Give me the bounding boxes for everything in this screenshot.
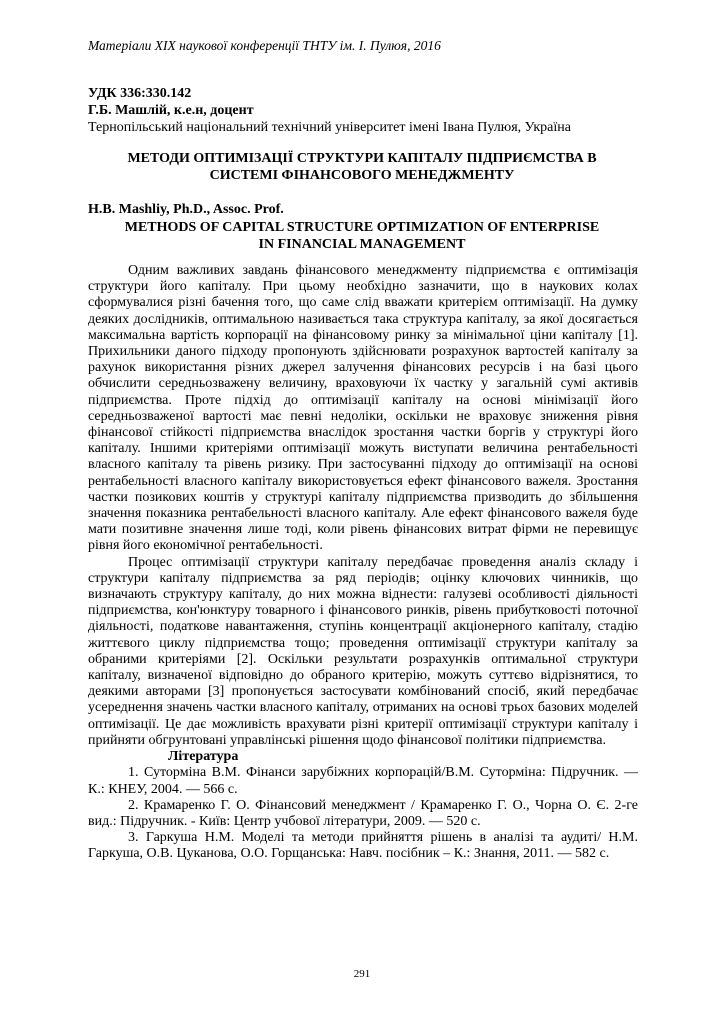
udc-code: УДК 336:330.142: [88, 86, 192, 101]
title-en-line-1: METHODS OF CAPITAL STRUCTURE OPTIMIZATION OF ENTERPRISE: [124, 220, 600, 235]
author-en: H.B. Mashliy, Ph.D., Assoc. Prof.: [88, 202, 284, 217]
reference-item-3: 3. Гаркуша Н.М. Моделі та методи прийняття рішень в аналізі та аудиті/ Н.М. Гаркуша, О.В. Цуканова, О.О. Горщанська: Навч. посібник – К.: Знання, 2011. — 582 с.: [88, 830, 638, 862]
author-ua: Г.Б. Машлій, к.е.н, доцент: [88, 103, 254, 118]
title-en-line-2: IN FINANCIAL MANAGEMENT: [258, 237, 466, 252]
title-ua-line-1: МЕТОДИ ОПТИМІЗАЦІЇ СТРУКТУРИ КАПІТАЛУ ПІДПРИЄМСТВА В: [127, 151, 597, 166]
reference-item-1: 1. Сутормінa В.М. Фінанси зарубіжних корпорацій/В.М. Суторміна: Підручник. — К.: КНЕУ, 2004. — 566 с.: [88, 765, 638, 797]
page-number: 291: [353, 968, 371, 980]
body-paragraph-1: Одним важливих завдань фінансового менеджменту підприємства є оптимізація структури його капіталу. При цьому необхідно зазначити, що в наукових колах сформувалися різні бачення того, що саме слід вважати критерієм оптимізації. На думку деяких дослідників, оптимальною називається така структура капіталу, за якої досягається максимальна вартість корпорації на фінансовому ринку за мінімальної ціни капіталу [1]. Прихильники даного підходу пропонують здійснювати розрахунок вартостей капіталу за рахунок використання різних джерел залучення фінансових ресурсів і на базі цього обчислити середньозважену величину, враховуючи їх частку у загальній сумі активів підприємства. Проте підхід до оптимізації капіталу на основі мінімізації його середньозваженої вартості має певні недоліки, оскільки не враховує зниження рівня фінансової стійкості підприємства внаслідок зростання частки боргів у структурі його капіталу. Іншими критеріями оптимізації можуть виступати величина рентабельності власного капіталу та рівень ризику. При застосуванні підходу до оптимізації на основі рентабельності власного капіталу використовується ефект фінансового важеля. Зростання частки позикових коштів у структурі капіталу підприємства призводить до збільшення значення показника рентабельності власного капіталу. Але ефект фінансового важеля буде мати позитивне значення лише тоді, коли рівень фінансових витрат фірми не перевищує рівня його економічної рентабельності.: [88, 263, 638, 554]
reference-item-2: 2. Крамаренко Г. О. Фінансовий менеджмент / Крамаренко Г. О., Чорна О. Є. 2-ге вид.: Підручник. - Київ: Центр учбової літератури, 2009. — 520 с.: [88, 797, 638, 829]
running-header: Матеріали XIX наукової конференції ТНТУ ім. І. Пулюя, 2016: [88, 38, 441, 53]
article-body: [88, 263, 638, 863]
title-ua-line-2: СИСТЕМІ ФІНАНСОВОГО МЕНЕДЖМЕНТУ: [209, 168, 515, 183]
body-paragraph-2: Процес оптимізації структури капіталу передбачає проведення аналіз складу і структури капіталу підприємства за ряд періодів; оцінку ключових чинників, що визначають структуру капіталу, до них можна віднести: галузеві особливості діяльності підприємства, кон'юнктуру товарного і фінансового ринків, рівень прибутковості поточної діяльності, податкове навантаження, ступінь концентрації акціонерного капіталу, стадію життєвого циклу підприємства тощо; проведення оптимізації структури капіталу за обраними критеріями [2]. Оскільки результати розрахунків оптимальної структури капіталу, визначеної відповідно до обраного критерію, можуть суттєво відрізнятися, то деякими авторами [3] пропонується застосувати комбінований спосіб, який передбачає усереднення значень частки власного капіталу, отриманих на основі трьох базових моделей оптимізації. Це дає можливість врахувати різні критерії оптимізації структури капіталу і прийняти обгрунтовані управлінські рішення щодо фінансової політики підприємства.: [88, 554, 638, 748]
title-ukrainian: [88, 150, 636, 184]
title-english: [88, 219, 636, 253]
affiliation: Тернопільський національний технічний університет імені Івана Пулюя, Україна: [88, 120, 571, 135]
references-heading: Література: [168, 749, 239, 765]
